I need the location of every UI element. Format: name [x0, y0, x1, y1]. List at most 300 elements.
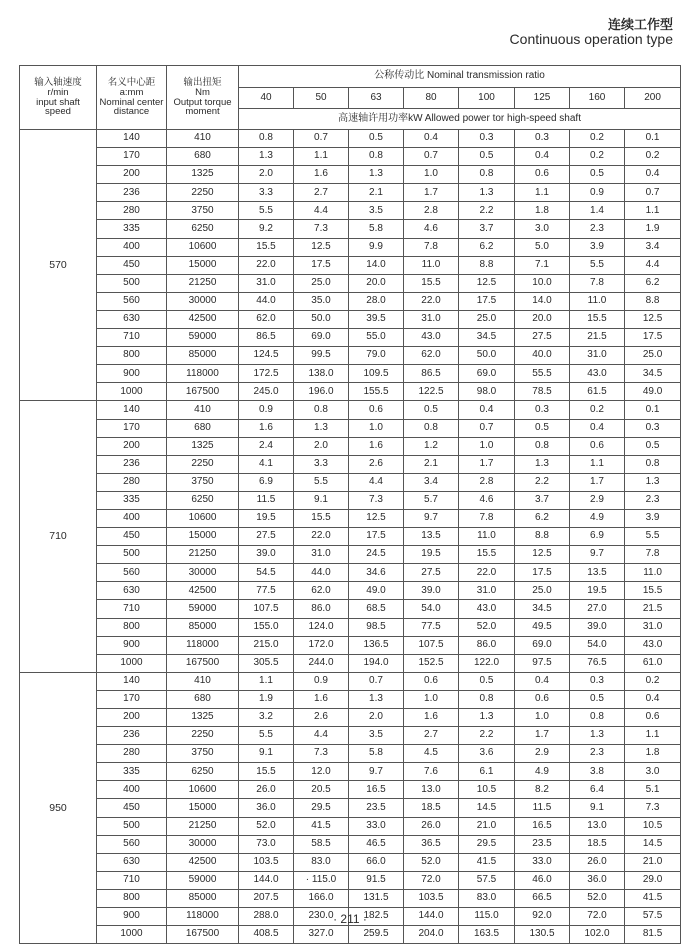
power-cell: 33.0 [349, 817, 404, 835]
power-cell: 69.0 [515, 636, 570, 654]
power-cell: 83.0 [294, 853, 349, 871]
ratio-header: 160 [570, 88, 625, 109]
table-row [20, 654, 681, 672]
center-distance-cell: 236 [97, 455, 167, 473]
table-row [20, 491, 681, 509]
power-cell: 9.7 [404, 509, 459, 527]
torque-cell: 21250 [167, 546, 239, 564]
power-cell: 131.5 [349, 889, 404, 907]
center-distance-cell: 900 [97, 365, 167, 383]
power-rating-table [19, 65, 681, 944]
power-cell: 39.5 [349, 310, 404, 328]
power-cell: 1.1 [515, 184, 570, 202]
power-cell: 77.5 [404, 618, 459, 636]
center-distance-cell: 1000 [97, 383, 167, 401]
power-cell: 215.0 [239, 636, 294, 654]
power-cell: 0.6 [570, 437, 625, 455]
power-cell: 1.6 [294, 690, 349, 708]
ratio-header: 80 [404, 88, 459, 109]
power-cell: 22.0 [294, 528, 349, 546]
power-cell: 7.8 [570, 274, 625, 292]
power-cell: 0.2 [570, 130, 625, 148]
center-distance-cell: 335 [97, 491, 167, 509]
power-cell: 1.9 [625, 220, 681, 238]
torque-cell: 15000 [167, 528, 239, 546]
power-cell: 27.5 [515, 329, 570, 347]
power-cell: 0.8 [459, 166, 515, 184]
table-row [20, 889, 681, 907]
power-cell: 4.6 [459, 491, 515, 509]
center-distance-cell: 900 [97, 908, 167, 926]
power-cell: 31.0 [404, 310, 459, 328]
input-speed-cell: 950 [20, 672, 97, 943]
power-cell: 23.5 [349, 799, 404, 817]
torque-cell: 1325 [167, 166, 239, 184]
input-speed-cell: 710 [20, 401, 97, 672]
torque-cell: 1325 [167, 709, 239, 727]
power-cell: 35.0 [294, 292, 349, 310]
power-cell: 2.3 [625, 491, 681, 509]
table-row [20, 130, 681, 148]
center-distance-cell: 335 [97, 763, 167, 781]
power-cell: 0.6 [515, 690, 570, 708]
center-distance-cell: 560 [97, 564, 167, 582]
power-cell: 3.5 [349, 202, 404, 220]
center-distance-cell: 400 [97, 781, 167, 799]
power-cell: 259.5 [349, 926, 404, 944]
power-cell: 46.0 [515, 871, 570, 889]
ratio-header: 40 [239, 88, 294, 109]
table-row [20, 166, 681, 184]
power-cell: 9.7 [570, 546, 625, 564]
power-cell: 72.0 [404, 871, 459, 889]
power-cell: 29.0 [625, 871, 681, 889]
power-cell: 1.1 [625, 202, 681, 220]
torque-column-header: 输出扭矩 Nm Output torque moment [167, 66, 239, 130]
power-cell: 1.8 [625, 745, 681, 763]
power-cell: 13.0 [570, 817, 625, 835]
center-distance-cell: 140 [97, 130, 167, 148]
power-cell: · 115.0 [294, 871, 349, 889]
power-cell: 4.4 [349, 473, 404, 491]
power-cell: 305.5 [239, 654, 294, 672]
power-cell: 327.0 [294, 926, 349, 944]
power-cell: 55.0 [349, 329, 404, 347]
power-cell: 2.0 [294, 437, 349, 455]
power-cell: 6.9 [239, 473, 294, 491]
table-row [20, 546, 681, 564]
power-cell: 34.6 [349, 564, 404, 582]
power-cell: 124.0 [294, 618, 349, 636]
power-cell: 23.5 [515, 835, 570, 853]
power-cell: 50.0 [294, 310, 349, 328]
power-cell: 52.0 [404, 853, 459, 871]
torque-cell: 42500 [167, 853, 239, 871]
power-cell: 7.3 [294, 220, 349, 238]
power-cell: 136.5 [349, 636, 404, 654]
power-cell: 4.4 [625, 256, 681, 274]
ratio-header: 100 [459, 88, 515, 109]
power-cell: 25.0 [625, 347, 681, 365]
center-distance-cell: 400 [97, 509, 167, 527]
center-distance-cell: 450 [97, 799, 167, 817]
power-cell: 31.0 [459, 582, 515, 600]
power-cell: 14.0 [515, 292, 570, 310]
power-cell: 49.0 [625, 383, 681, 401]
power-cell: 41.5 [459, 853, 515, 871]
power-cell: 5.5 [239, 202, 294, 220]
center-distance-cell: 800 [97, 618, 167, 636]
power-cell: 20.0 [349, 274, 404, 292]
power-cell: 0.5 [570, 690, 625, 708]
power-cell: 43.0 [459, 600, 515, 618]
power-cell: 9.7 [349, 763, 404, 781]
torque-cell: 42500 [167, 310, 239, 328]
torque-cell: 10600 [167, 238, 239, 256]
power-cell: 17.5 [459, 292, 515, 310]
power-cell: 0.7 [404, 148, 459, 166]
power-cell: 22.0 [404, 292, 459, 310]
power-cell: 2.1 [404, 455, 459, 473]
table-row [20, 799, 681, 817]
power-cell: 0.6 [625, 709, 681, 727]
power-cell: 62.0 [294, 582, 349, 600]
power-cell: 25.0 [294, 274, 349, 292]
power-cell: 122.0 [459, 654, 515, 672]
torque-cell: 167500 [167, 654, 239, 672]
power-cell: 24.5 [349, 546, 404, 564]
power-cell: 12.5 [625, 310, 681, 328]
power-group-header: 高速轴许用功率kW Allowed power tor high-speed shaft [239, 109, 681, 130]
power-cell: 1.6 [239, 419, 294, 437]
torque-cell: 30000 [167, 835, 239, 853]
power-cell: 31.0 [570, 347, 625, 365]
table-row [20, 238, 681, 256]
power-cell: 5.5 [570, 256, 625, 274]
power-cell: 81.5 [625, 926, 681, 944]
power-cell: 3.3 [294, 455, 349, 473]
power-cell: 0.4 [625, 690, 681, 708]
table-row [20, 310, 681, 328]
torque-cell: 10600 [167, 781, 239, 799]
power-cell: 2.3 [570, 745, 625, 763]
power-cell: 0.5 [570, 166, 625, 184]
power-cell: 97.5 [515, 654, 570, 672]
power-cell: 17.5 [625, 329, 681, 347]
power-cell: 0.4 [515, 672, 570, 690]
center-distance-cell: 280 [97, 473, 167, 491]
power-cell: 13.5 [404, 528, 459, 546]
power-cell: 68.5 [349, 600, 404, 618]
power-cell: 2.3 [570, 220, 625, 238]
table-row [20, 292, 681, 310]
power-cell: 4.4 [294, 727, 349, 745]
power-cell: 15.5 [239, 238, 294, 256]
power-cell: 19.5 [239, 509, 294, 527]
power-cell: 3.0 [625, 763, 681, 781]
power-cell: 86.0 [459, 636, 515, 654]
power-cell: 1.3 [459, 709, 515, 727]
table-row [20, 383, 681, 401]
table-row [20, 781, 681, 799]
power-cell: 55.5 [515, 365, 570, 383]
power-cell: 43.0 [404, 329, 459, 347]
power-cell: 1.3 [349, 690, 404, 708]
power-cell: 26.0 [239, 781, 294, 799]
power-cell: 86.5 [239, 329, 294, 347]
power-cell: 0.4 [570, 419, 625, 437]
power-cell: 9.1 [294, 491, 349, 509]
power-cell: 29.5 [459, 835, 515, 853]
power-cell: 138.0 [294, 365, 349, 383]
power-cell: 16.5 [349, 781, 404, 799]
power-cell: 2.9 [515, 745, 570, 763]
torque-cell: 10600 [167, 509, 239, 527]
torque-cell: 680 [167, 148, 239, 166]
power-cell: 3.5 [349, 727, 404, 745]
torque-cell: 3750 [167, 202, 239, 220]
power-cell: 20.5 [294, 781, 349, 799]
torque-cell: 30000 [167, 292, 239, 310]
center-distance-cell: 800 [97, 889, 167, 907]
power-cell: 2.2 [459, 727, 515, 745]
power-cell: 5.7 [404, 491, 459, 509]
power-cell: 0.8 [239, 130, 294, 148]
power-cell: 1.1 [570, 455, 625, 473]
center-distance-cell: 335 [97, 220, 167, 238]
center-distance-cell: 630 [97, 582, 167, 600]
ratio-header: 200 [625, 88, 681, 109]
power-cell: 1.7 [459, 455, 515, 473]
power-cell: 5.0 [515, 238, 570, 256]
table-row [20, 473, 681, 491]
power-cell: 58.5 [294, 835, 349, 853]
power-cell: 14.5 [459, 799, 515, 817]
torque-cell: 118000 [167, 636, 239, 654]
power-cell: 207.5 [239, 889, 294, 907]
table-row [20, 853, 681, 871]
power-cell: 61.5 [570, 383, 625, 401]
power-cell: 0.7 [294, 130, 349, 148]
power-cell: 7.8 [404, 238, 459, 256]
power-cell: 27.5 [239, 528, 294, 546]
power-cell: 1.0 [404, 166, 459, 184]
power-cell: 4.1 [239, 455, 294, 473]
power-cell: 22.0 [459, 564, 515, 582]
table-row [20, 817, 681, 835]
table-row [20, 437, 681, 455]
power-cell: 17.5 [294, 256, 349, 274]
power-cell: 0.8 [349, 148, 404, 166]
power-cell: 92.0 [515, 908, 570, 926]
torque-cell: 21250 [167, 274, 239, 292]
power-cell: 0.8 [570, 709, 625, 727]
power-cell: 79.0 [349, 347, 404, 365]
power-cell: 2.0 [349, 709, 404, 727]
power-cell: 12.5 [459, 274, 515, 292]
power-cell: 11.0 [625, 564, 681, 582]
power-cell: 109.5 [349, 365, 404, 383]
power-cell: 0.4 [459, 401, 515, 419]
power-cell: 163.5 [459, 926, 515, 944]
power-cell: 10.0 [515, 274, 570, 292]
table-row [20, 329, 681, 347]
power-cell: 78.5 [515, 383, 570, 401]
power-cell: 9.1 [239, 745, 294, 763]
power-cell: 182.5 [349, 908, 404, 926]
power-cell: 21.5 [570, 329, 625, 347]
power-cell: 36.0 [239, 799, 294, 817]
power-cell: 54.5 [239, 564, 294, 582]
center-distance-cell: 900 [97, 636, 167, 654]
power-cell: 144.0 [404, 908, 459, 926]
power-cell: 6.2 [459, 238, 515, 256]
power-cell: 66.5 [515, 889, 570, 907]
power-cell: 39.0 [570, 618, 625, 636]
power-cell: 2.0 [239, 166, 294, 184]
table-row [20, 745, 681, 763]
power-cell: 1.2 [404, 437, 459, 455]
power-cell: 15.5 [404, 274, 459, 292]
power-cell: 1.3 [294, 419, 349, 437]
power-cell: 12.5 [515, 546, 570, 564]
torque-cell: 6250 [167, 491, 239, 509]
power-cell: 0.8 [515, 437, 570, 455]
power-cell: 1.1 [294, 148, 349, 166]
power-cell: 4.9 [570, 509, 625, 527]
power-cell: 1.3 [515, 455, 570, 473]
power-cell: 0.1 [625, 130, 681, 148]
power-cell: 5.5 [294, 473, 349, 491]
power-cell: 1.7 [404, 184, 459, 202]
power-cell: 1.0 [459, 437, 515, 455]
power-cell: 14.0 [349, 256, 404, 274]
power-cell: 103.5 [239, 853, 294, 871]
power-cell: 15.5 [459, 546, 515, 564]
power-cell: 155.5 [349, 383, 404, 401]
power-cell: 57.5 [459, 871, 515, 889]
power-cell: 7.3 [349, 491, 404, 509]
power-cell: 43.0 [570, 365, 625, 383]
power-cell: 4.4 [294, 202, 349, 220]
power-cell: 57.5 [625, 908, 681, 926]
power-cell: 2.7 [294, 184, 349, 202]
torque-cell: 2250 [167, 184, 239, 202]
torque-cell: 85000 [167, 618, 239, 636]
power-cell: 27.0 [570, 600, 625, 618]
table-row [20, 835, 681, 853]
table-row [20, 202, 681, 220]
power-cell: 3.4 [404, 473, 459, 491]
power-cell: 6.4 [570, 781, 625, 799]
power-cell: 6.2 [625, 274, 681, 292]
power-cell: 408.5 [239, 926, 294, 944]
torque-cell: 15000 [167, 256, 239, 274]
torque-cell: 680 [167, 690, 239, 708]
power-cell: 3.9 [570, 238, 625, 256]
power-cell: 13.5 [570, 564, 625, 582]
center-distance-column-header: 名义中心距 a:mm Nominal center distance [97, 66, 167, 130]
power-cell: 115.0 [459, 908, 515, 926]
power-cell: 61.0 [625, 654, 681, 672]
power-cell: 52.0 [570, 889, 625, 907]
power-cell: 1.7 [570, 473, 625, 491]
power-cell: 0.3 [625, 419, 681, 437]
power-cell: 39.0 [404, 582, 459, 600]
power-cell: 7.3 [294, 745, 349, 763]
center-distance-cell: 450 [97, 528, 167, 546]
table-row [20, 618, 681, 636]
power-cell: 11.0 [570, 292, 625, 310]
power-cell: 99.5 [294, 347, 349, 365]
power-cell: 0.9 [294, 672, 349, 690]
table-row [20, 401, 681, 419]
center-distance-cell: 500 [97, 817, 167, 835]
power-cell: 19.5 [570, 582, 625, 600]
power-cell: 14.5 [625, 835, 681, 853]
ratio-header: 125 [515, 88, 570, 109]
power-cell: 77.5 [239, 582, 294, 600]
power-cell: 19.5 [404, 546, 459, 564]
torque-cell: 6250 [167, 763, 239, 781]
power-cell: 41.5 [625, 889, 681, 907]
table-row [20, 709, 681, 727]
power-cell: 0.5 [459, 148, 515, 166]
power-cell: 54.0 [570, 636, 625, 654]
ratio-group-header: 公称传动比 Nominal transmission ratio [239, 66, 681, 88]
power-cell: 0.8 [459, 690, 515, 708]
speed-column-header: 输入轴速度 r/min input shaft speed [20, 66, 97, 130]
torque-cell: 85000 [167, 347, 239, 365]
power-cell: 6.9 [570, 528, 625, 546]
center-distance-cell: 800 [97, 347, 167, 365]
power-cell: 16.5 [515, 817, 570, 835]
power-cell: 33.0 [515, 853, 570, 871]
power-cell: 29.5 [294, 799, 349, 817]
table-row [20, 274, 681, 292]
table-row [20, 763, 681, 781]
power-cell: 2.6 [294, 709, 349, 727]
center-distance-cell: 1000 [97, 654, 167, 672]
power-cell: 13.0 [404, 781, 459, 799]
power-cell: 6.1 [459, 763, 515, 781]
torque-cell: 59000 [167, 600, 239, 618]
power-cell: 9.1 [570, 799, 625, 817]
power-cell: 25.0 [515, 582, 570, 600]
power-cell: 1.8 [515, 202, 570, 220]
power-cell: 36.5 [404, 835, 459, 853]
power-cell: 10.5 [459, 781, 515, 799]
center-distance-cell: 500 [97, 274, 167, 292]
power-cell: 2.6 [349, 455, 404, 473]
table-row [20, 582, 681, 600]
input-speed-cell: 570 [20, 130, 97, 401]
power-cell: 0.5 [625, 437, 681, 455]
power-cell: 40.0 [515, 347, 570, 365]
power-cell: 1.1 [625, 727, 681, 745]
ratio-header: 63 [349, 88, 404, 109]
power-cell: 49.5 [515, 618, 570, 636]
table-row [20, 727, 681, 745]
power-cell: 107.5 [239, 600, 294, 618]
power-cell: 3.6 [459, 745, 515, 763]
power-cell: 172.0 [294, 636, 349, 654]
power-cell: 0.2 [625, 148, 681, 166]
power-cell: 39.0 [239, 546, 294, 564]
power-cell: 1.0 [349, 419, 404, 437]
power-cell: 86.0 [294, 600, 349, 618]
power-cell: 11.0 [404, 256, 459, 274]
